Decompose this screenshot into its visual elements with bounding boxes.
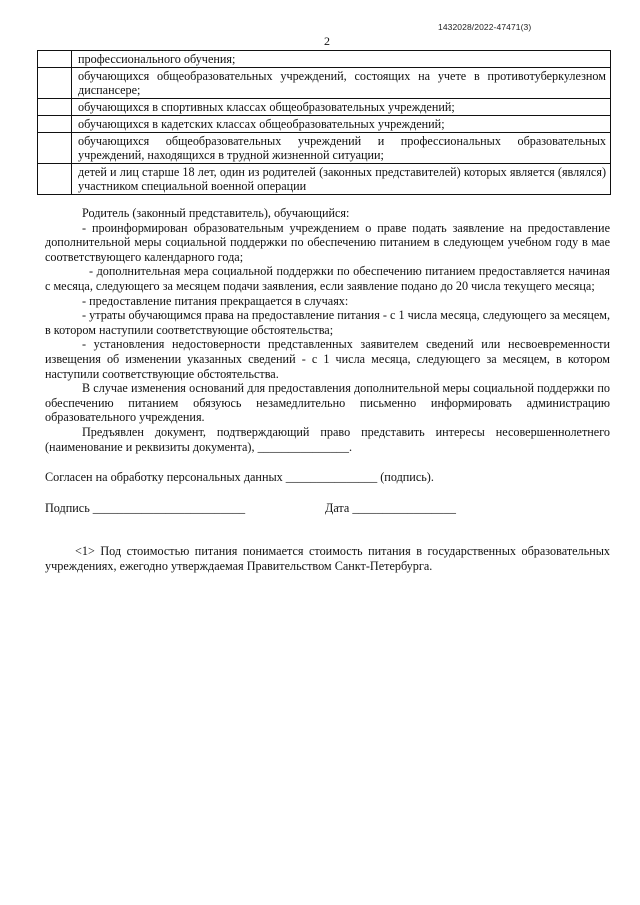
footnote-text: <1> Под стоимостью питания понимается стоимость питания в государственных образовательных учреждениях, ежегодно утверждаемая Правительством Санкт-Петербурга. — [45, 544, 610, 573]
table-cell: обучающихся общеобразовательных учреждений и профессиональных образовательных учреждений, находящихся в трудной жизненной ситуации; — [72, 133, 611, 164]
paragraph-loss-of-right: - утраты обучающимся права на предоставление питания - с 1 числа месяца, следующего за месяцем, в котором наступили соответствующие обстоятельства; — [45, 308, 610, 337]
table-cell: обучающихся в кадетских классах общеобразовательных учреждений; — [72, 116, 611, 133]
table-row — [38, 116, 611, 133]
date-line: Дата _________________ — [325, 500, 456, 515]
document-body — [45, 206, 610, 515]
intro-paragraph: Родитель (законный представитель), обучающийся: — [82, 206, 350, 220]
table-row — [38, 164, 611, 195]
paragraph-inaccuracy: - установления недостоверности представленных заявителем сведений или несвоевременности извещения об изменении указанных сведений - с 1 числа месяца, следующего за месяцем, в котором наступили соответствующие обстоятельства. — [45, 337, 610, 381]
table-cell: детей и лиц старше 18 лет, один из родителей (законных представителей) которых является (являлся) участником специальной военной операции — [72, 164, 611, 195]
footnote — [45, 544, 610, 573]
paragraph-document: Предъявлен документ, подтверждающий право представить интересы несовершеннолетнего (наименование и реквизиты документа), _______________. — [45, 424, 610, 454]
paragraph-informed: - проинформирован образовательным учреждением о праве подать заявление на предоставление дополнительной меры социальной поддержки по обеспечению питанием в следующем учебном году в мае соответствующего календарного года; — [45, 220, 610, 264]
table-row — [38, 51, 611, 68]
table-row — [38, 133, 611, 164]
signature-line: Подпись _________________________ — [45, 500, 246, 515]
consent-line: Согласен на обработку персональных данных _______________ (подпись). — [45, 470, 434, 485]
table-row — [38, 68, 611, 99]
table-cell: обучающихся в спортивных классах общеобразовательных учреждений; — [72, 99, 611, 116]
category-table — [37, 50, 611, 195]
paragraph-start-month: - дополнительная мера социальной поддержки по обеспечению питанием предоставляется начиная с месяца, следующего за месяцем подачи заявления, если заявление подано до 20 числа текущего месяца; — [45, 264, 610, 293]
paragraph-termination: - предоставление питания прекращается в случаях: — [82, 293, 349, 308]
table-row — [38, 99, 611, 116]
document-number: 1432028/2022-47471(3) — [438, 22, 532, 32]
page-number: 2 — [324, 34, 330, 48]
paragraph-obligation: В случае изменения оснований для предоставления дополнительной меры социальной поддержки по обеспечению питанием обязуюсь незамедлительно письменно информировать администрацию образовательного учреждения. — [45, 381, 610, 425]
table-cell: обучающихся общеобразовательных учреждений, состоящих на учете в противотуберкулезном диспансере; — [72, 68, 611, 99]
table-cell: профессионального обучения; — [72, 51, 611, 68]
